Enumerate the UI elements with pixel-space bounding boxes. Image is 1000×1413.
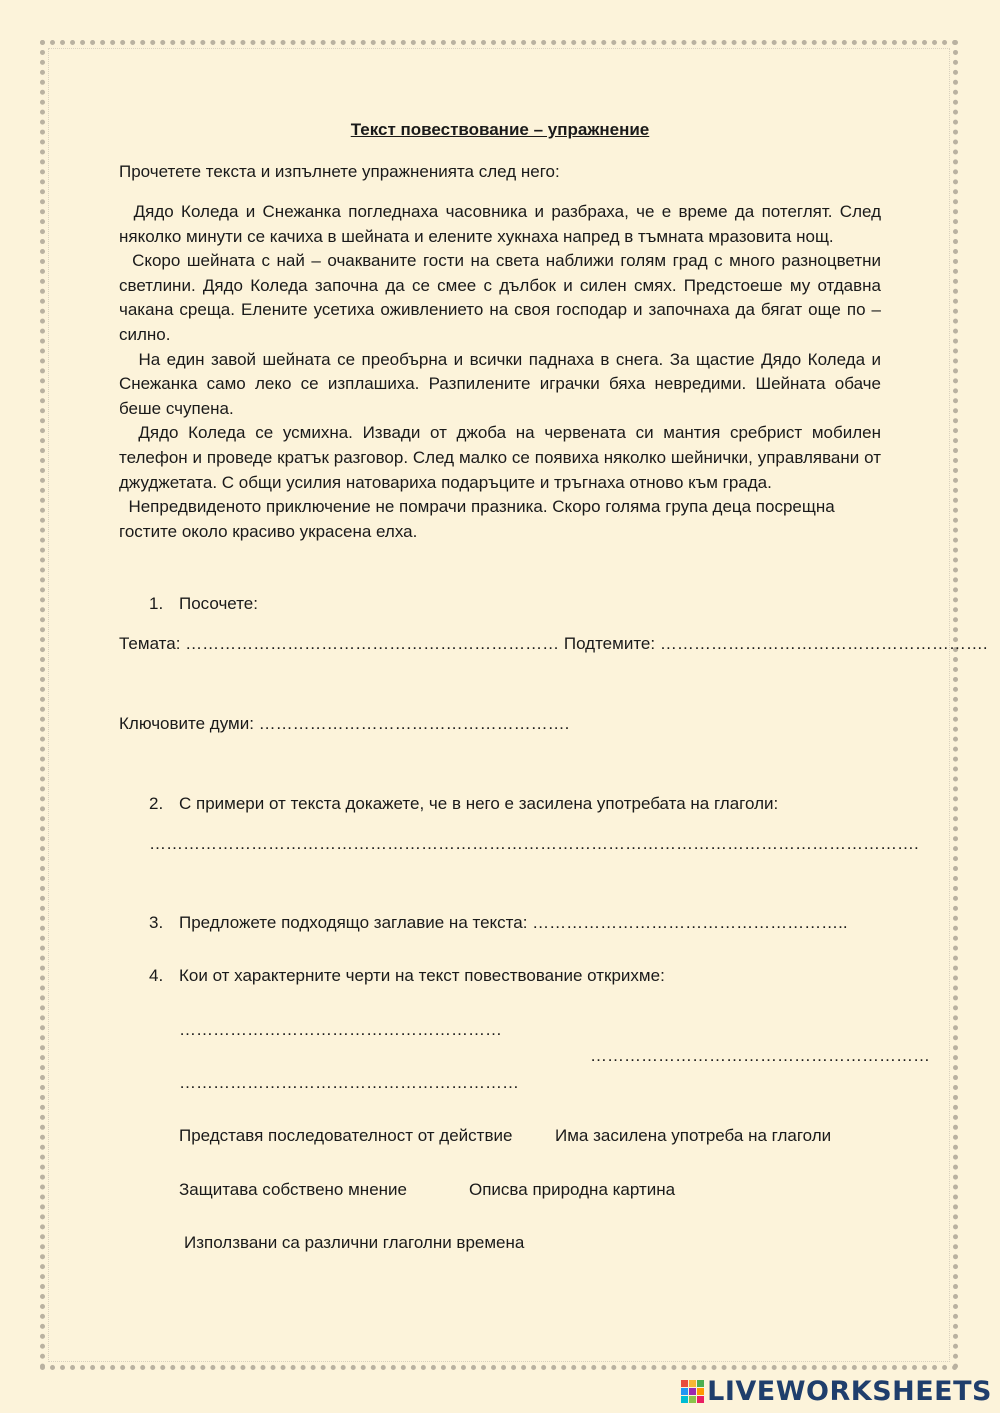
- story-paragraph: На един завой шейната се преобърна и всички паднаха в снега. За щастие Дядо Коледа и Снежанка само леко се изплашиха. Разпилените играчки бяха невредими. Шейната обаче беше счупена.: [119, 349, 886, 418]
- question-1: [149, 594, 258, 614]
- drop-blank-3[interactable]: ……………………………………………………: [179, 1073, 519, 1092]
- option-many-verbs[interactable]: Има засилена употреба на глаголи: [555, 1126, 832, 1145]
- option-sequence-of-actions[interactable]: Представя последователност от действие: [179, 1126, 513, 1145]
- question-text: С примери от текста докажете, че в него е засилена употребата на глаголи:: [179, 794, 779, 813]
- story-text: [119, 200, 886, 544]
- question-3[interactable]: [149, 913, 848, 933]
- logo-square: [689, 1396, 696, 1403]
- question-number: 1.: [149, 594, 164, 613]
- story-paragraph: Непредвиденото приключение не помрачи празника. Скоро голяма група деца посрещна гостите около красиво украсена елха.: [119, 497, 840, 541]
- question-number: 3.: [149, 913, 164, 932]
- question-text: Кои от характерните черти на текст повествование открихме:: [179, 966, 665, 985]
- instructions: Прочетете текста и изпълнете упражненията след него:: [119, 162, 560, 181]
- option-verb-tenses[interactable]: Използвани са различни глаголни времена: [184, 1233, 525, 1252]
- liveworksheets-logo: [681, 1375, 992, 1407]
- keywords-answer-line[interactable]: Ключовите думи: ……………………………………………….: [119, 714, 570, 733]
- page-title: Текст повествование – упражнение: [350, 120, 650, 139]
- story-paragraph: Дядо Коледа и Снежанка погледнаха часовника и разбраха, че е време да потеглят. След няколко минути се качиха в шейната и елените хукнаха напред в тъмната мразовита нощ.: [119, 202, 886, 246]
- story-paragraph: Скоро шейната с най – очакваните гости на света наближи голям град с много разноцветни светлини. Дядо Коледа започна да се смее с дълбок и силен смях. Предстоеше му отдавна чакана среща. Елените усетиха оживлението на своя господар и започнаха да бягат още по – силно.: [119, 251, 886, 344]
- question-4: [149, 966, 665, 986]
- question-text: Посочете:: [179, 594, 258, 613]
- logo-square: [697, 1388, 704, 1395]
- verbs-answer-line[interactable]: ……………………………………………………………………………………………………………………….: [149, 834, 919, 853]
- logo-grid-icon: [681, 1380, 704, 1403]
- story-paragraph: Дядо Коледа се усмихна. Извади от джоба на червената си мантия сребрист мобилен телефон и проведе кратък разговор. След малко се появиха няколко шейнички, управлявани от джуджетата. С общи усилия натовариха подаръците и тръгнаха отново към града.: [119, 423, 886, 492]
- logo-text: LIVEWORKSHEETS: [707, 1375, 992, 1407]
- logo-square: [689, 1380, 696, 1387]
- logo-square: [697, 1396, 704, 1403]
- option-nature-description[interactable]: Описва природна картина: [469, 1180, 676, 1199]
- drop-blank-2[interactable]: ……………………………………………………: [590, 1046, 930, 1065]
- logo-square: [681, 1380, 688, 1387]
- logo-square: [689, 1388, 696, 1395]
- question-number: 4.: [149, 966, 164, 985]
- question-number: 2.: [149, 794, 164, 813]
- drop-blank-1[interactable]: …………………………………………………: [179, 1020, 502, 1039]
- theme-answer-line[interactable]: Темата: ………………………………………………………… Подтемите: ………………………………………………….: [119, 634, 988, 653]
- question-text: Предложете подходящо заглавие на текста: ………………………………………………..: [179, 913, 848, 932]
- question-2: [149, 794, 778, 814]
- option-defends-opinion[interactable]: Защитава собствено мнение: [179, 1180, 407, 1199]
- logo-square: [697, 1380, 704, 1387]
- logo-square: [681, 1388, 688, 1395]
- logo-square: [681, 1396, 688, 1403]
